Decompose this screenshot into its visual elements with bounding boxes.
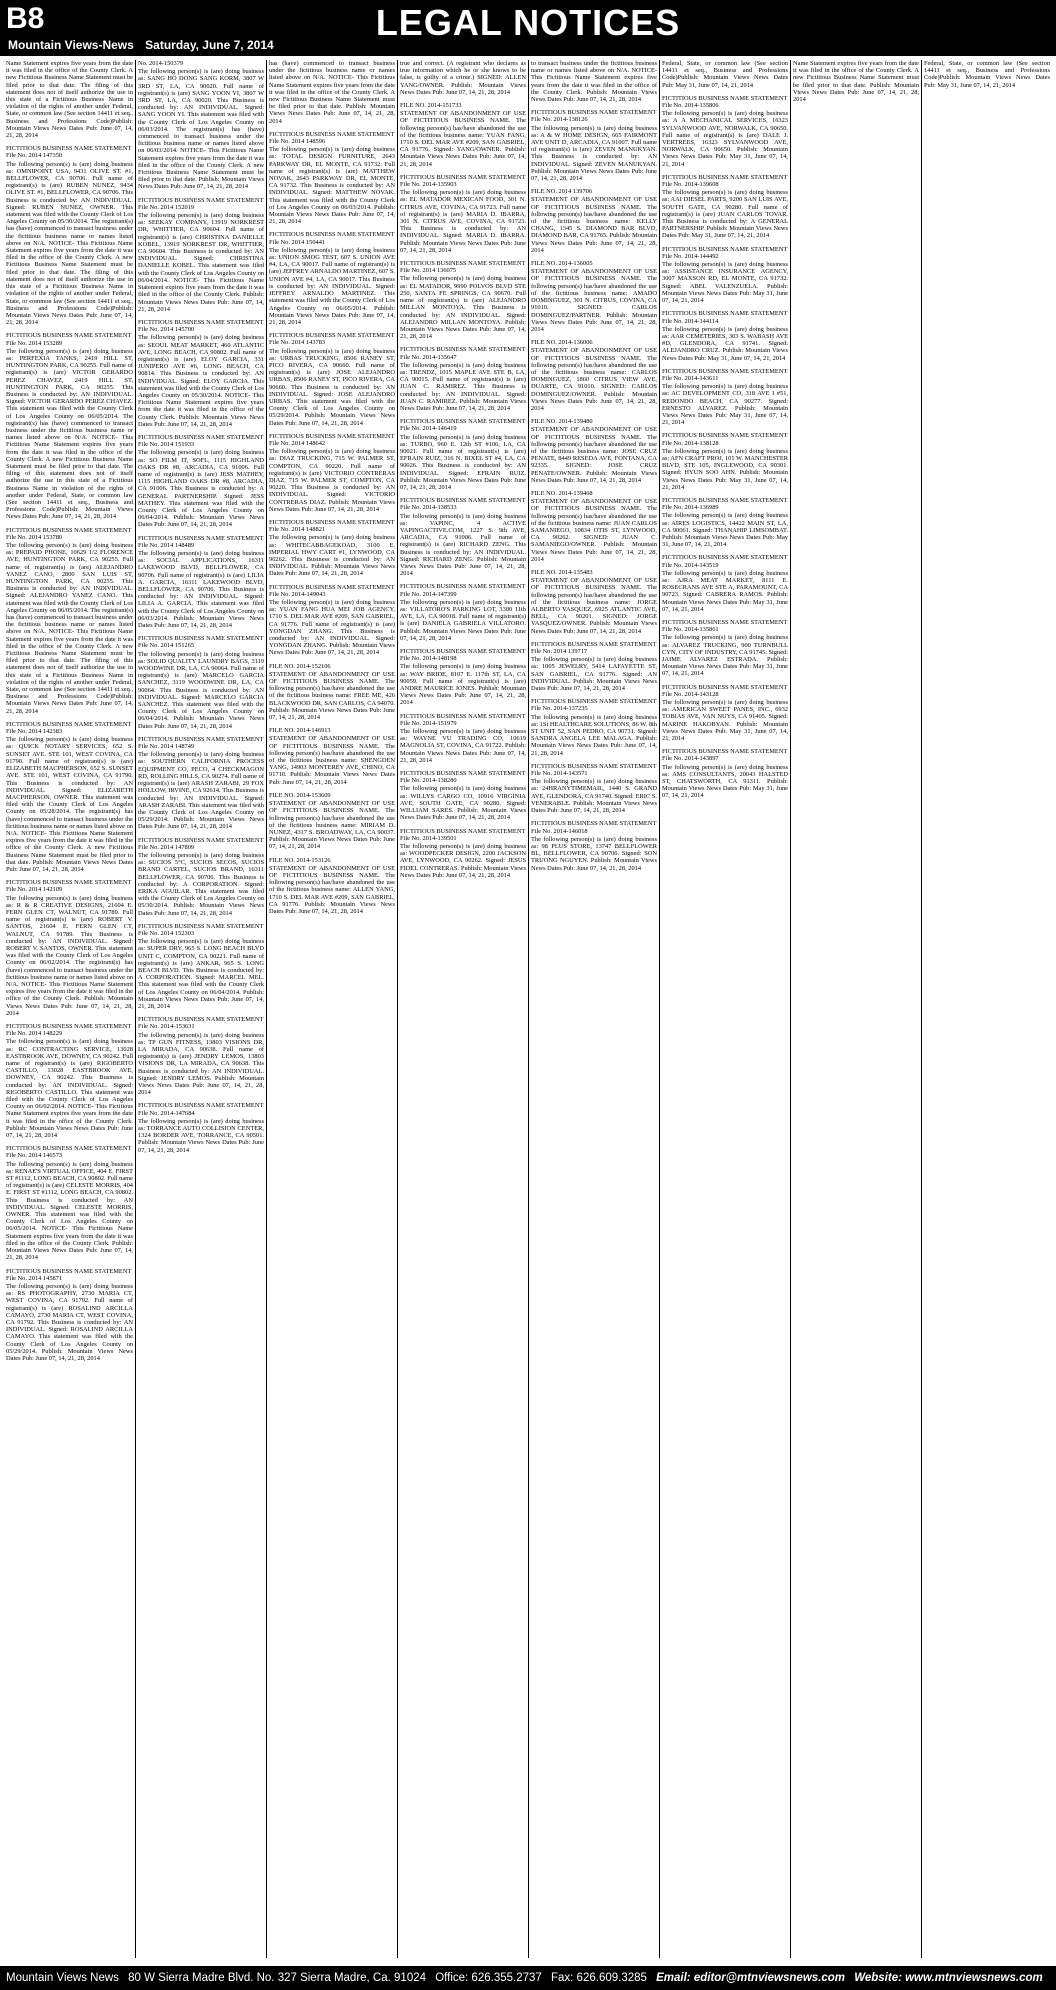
- notice-heading: FICTITIOUS BUSINESS NAME STATEMENT File No. 2014-138126: [531, 109, 657, 124]
- legal-notice: [400, 60, 526, 96]
- notice-heading: FICTITIOUS BUSINESS NAME STATEMENT File No. 2014 146573: [6, 1145, 132, 1160]
- legal-notice: [269, 60, 395, 125]
- legal-notice: [662, 432, 788, 491]
- notice-heading: FICTITIOUS BUSINESS NAME STATEMENT File No. 2014-147399: [400, 583, 526, 598]
- legal-notice: [531, 260, 657, 333]
- notice-heading: FICTITIOUS BUSINESS NAME STATEMENT File No. 2014 143783: [269, 332, 395, 347]
- notice-body: The following person(s) is (are) doing business as: WILLYS CARGO CO, 10916 VIRGINIA AVE, SOUTH GATE, CA 90280. Signed: WILLIAM SARES. Publish: Mountain Views News Dates Pub: June 07, 14, 21, 28, 2014: [400, 785, 526, 822]
- legal-notice: [138, 635, 264, 730]
- notice-body: The following person(s) is (are) doing business as: OMNIPOINT USA, 9431 OLIVE ST. #1, BELLFLOWER, CA 90706. Full name of registrant(s) is (are) RUBEN NUNEZ, 9434 OLIVE ST. #1, BELLFLOWER, CA 90706. This Business is conducted by: AN INDIVIDUAL. Signed: RUBEN NUNEZ, OWNER. This statement was filed with the County Clerk of Los Angeles County on 05/30/2014. The registrant(s) has (have) commenced to transact business under the fictitious business name or names listed above on N/A. NOTICE- This Fictitious Name Statement expires five years from the date it was filed in the office of the County Clerk. A new Fictitious Business Name Statement must be filed prior to that date. The filing of this statement does not of itself authorize the use in this state of a Fictitious Business Name in violation of the rights of another under Federal, State, or common law (See section 14411 et seq., Business and Professions Code)Publish: Mountain Views News Dates Pub: June 07, 14, 21, 28, 2014: [6, 160, 133, 327]
- notice-heading: FICTITIOUS BUSINESS NAME STATEMENT File No. 2014-135647: [400, 346, 526, 361]
- notice-body: The following person(s) is (are) doing business as: AMERICAN SWEET PANES, INC., 6932 TOBIAS AVE, VAN NUYS, CA 91405. Signed: MARINE HAKOBYAN. Publish: Mountain Views News Dates Pub: May 31, June 07, 14, 21, 2014: [662, 699, 788, 743]
- notice-body: The following person(s) is (are) doing business as: SOLID QUALITY LAUNDRY BAGS, 3119 WOODWINE DR, LA, CA 90064. Full name of registrant(s) is (are) MARCELO GARCIA SANCHEZ, 3119 WOODWINE DR, LA, CA 90064. This Business is conducted by: AN INDIVIDUAL. Signed: MARCELO GARCIA SANCHEZ. This statement was filed with the County Clerk of Los Angeles County on 06/04/2014. Publish: Mountain Views News Dates Pub: June 07, 14, 21, 28, 2014: [138, 650, 264, 730]
- legal-notice: [269, 663, 395, 722]
- notice-body: The following person(s) is (are) doing business as: VAPINC, 4 ACTIVE VAPINGACTIVE.COM, 1227 S. 9th AVE, ARCADIA, CA 91006. Full name of registrant(s) is (are) RICHARD ZENG. This Business is conducted by: AN INDIVIDUAL. Signed: RICHARD ZENG. Publish: Mountain Views News Dates Pub: June 07, 14, 21, 28, 2014: [400, 512, 526, 578]
- legal-notice: [531, 698, 657, 757]
- legal-notice: [400, 174, 526, 254]
- notice-heading: FILE NO. 2014-136005: [531, 260, 593, 268]
- legal-notice: [400, 648, 526, 707]
- notice-heading: FICTITIOUS BUSINESS NAME STATEMENT File No. 2014 145700: [138, 318, 264, 334]
- notice-heading: FICTITIOUS BUSINESS NAME STATEMENT File No. 2014-143897: [662, 748, 788, 763]
- notice-heading: FICTITIOUS BUSINESS NAME STATEMENT File No. 2014-144114: [662, 310, 788, 325]
- notice-heading: FICTITIOUS BUSINESS NAME STATEMENT File No. 2014 148642: [269, 432, 395, 447]
- notice-body: The following person(s) is (are) doing business as: RC CONTRACTING SERVICE, 13028 EASTBROOK AVE, DOWNEY, CA 90242. Full name of registrant(s) is (are) RIGOBERTO CASTILLO, 13028 EASTBROOK AVE, DOWNEY, CA 90242. This Business is conducted by: AN INDIVIDUAL. Signed: RIGOBERTO CASTILLO. This statement was filed with the County Clerk of Los Angeles County on 06/02/2014. NOTICE- This Fictitious Name Statement expires five years from the date it was filed in the office of the County Clerk. Publish: Mountain Views News Dates Pub: June 07, 14, 21, 28, 2014: [6, 1038, 133, 1140]
- notice-body: STATEMENT OF ABANDONMENT OF USE OF FICTITIOUS BUSINESS NAME. The following person(s) has/have abandoned the use of the fictitious business name: ALLEN YANG, 1710 S. DEL MAR AVE #209, SAN GABRIEL, CA 91776. Publish: Mountain Views News Dates Pub: June 07, 14, 21, 28, 2014: [269, 864, 395, 915]
- legal-notice: [662, 310, 788, 361]
- legal-notice: [531, 339, 657, 412]
- notice-body: The following person(s) is (are) doing business as: RS PHOTOGRAPHY, 2730 MARIA CT, WEST COVINA, CA 91792. Full name of registrant(s) is (are) ROSALIND ARCILLA CAMAYO, 2730 MARIA CT, WEST COVINA, CA 91792. This Business is conducted by: AN INDIVIDUAL. Signed: ROSALIND ARCILLA CAMAYO. This statement was filed with the County Clerk of Los Angeles County on 05/29/2014. Publish: Mountain Views News Dates Pub: June 07, 14, 21, 28, 2014: [6, 1282, 133, 1362]
- notice-column: [921, 60, 1052, 1958]
- notice-body: The following person(s) is (are) doing business as: A A MECHANICAL SERVICES, 16323 SYLVANWOOD AVE, NORWALK, CA 90650. Full name of registrant(s) is (are) DALE J. VERTREES, 16323 SYLVANWOOD AVE, NORWALK, CA 90650. Publish: Mountain Views News Dates Pub: May 31, June 07, 14, 21, 2014: [662, 110, 788, 168]
- legal-notice: [269, 131, 395, 226]
- notice-body: STATEMENT OF ABANDONMENT OF USE OF FICTITIOUS BUSINESS NAME. The following person(s) has/have abandoned the use of the fictitious business name: JORGE ALBERTO VASQUEZ, 6925 ATLANTIC AVE, BELL, CA 90201. SIGNED: JORGE VASQUEZ/OWNER. Publish: Mountain Views News Dates Pub: June 07, 14, 21, 28, 2014: [531, 577, 657, 635]
- notice-body: The following person(s) is (are) doing business as: DIAZ TRUCKING, 715 W. PALMER ST, COMPTON, CA 90220. Full name of registrant(s) is (are) VICTORIO CONTRERAS DIAZ, 715 W. PALMER ST, COMPTON, CA 90220. This Business is conducted by: AN INDIVIDUAL. Signed: VICTORIO CONTRERAS DIAZ. Publish: Mountain Views News Dates Pub: June 07, 14, 21, 28, 2014: [269, 448, 395, 513]
- notice-body: The following person(s) is (are) doing business as: AAR CEMETERIES, 303 S. WABASH AVE #D, GLENDORA, CA 91741. Signed: ALEJANDRO CRUZ. Publish: Mountain Views News Dates Pub: May 31, June 07, 14, 21, 2014: [662, 325, 788, 362]
- legal-notice: [400, 828, 526, 879]
- legal-notice: [531, 490, 657, 563]
- notice-body: Federal, State, or common law (See section 14411 et seq., Business and Professions Code)Publish: Mountain Views News Dates Pub: May 31, June 07, 14, 21, 2014: [662, 60, 788, 89]
- legal-notice: [531, 60, 657, 103]
- notice-body: The following person(s) is (are) doing business as: WAYNE VU TRADING CO, 10619 MAGNOLIA ST, COVINA, CA 91722. Publish: Mountain Views News Dates Pub: June 07, 14, 21, 28, 2014: [400, 728, 526, 764]
- notice-heading: FILE NO. 2014-146913: [269, 727, 331, 735]
- legal-notice: [6, 145, 133, 326]
- notice-heading: FICTITIOUS BUSINESS NAME STATEMENT File No. 2014-147684: [138, 1102, 264, 1117]
- notice-body: The following person(s) is (are) doing business as: 1St HEALTHCARE SOLUTIONS, 86 W. 8th ST UNIT 52, SAN PEDRO, CA 90731. Signed: SANDRA ANGELA LEE MALAGA. Publish: Mountain Views News Dates Pub: June 07, 14, 21, 28, 2014: [531, 713, 657, 757]
- notice-heading: FICTITIOUS BUSINESS NAME STATEMENT File No. 2014-151979: [400, 712, 526, 727]
- notice-heading: FICTITIOUS BUSINESS NAME STATEMENT File No. 2014-135861: [662, 619, 788, 634]
- legal-notice: [531, 418, 657, 484]
- legal-notice: [662, 497, 788, 548]
- notice-heading: FICTITIOUS BUSINESS NAME STATEMENT File No. 2014-135903: [400, 173, 526, 189]
- notice-body: The following person(s) is (are) doing business as: URBAS TRUCKING, 8506 RANEY ST, PICO RIVERA, CA 90660. Full name of registrant(s) is (are) JOSE ALEJANDRO URBAS, 8506 RANEY ST, PICO RIVERA, CA 90660. This Business is conducted by: AN INDIVIDUAL. Signed: JOSE ALEJANDRO URBAS. This statement was filed with the County Clerk of Los Angeles County on 05/29/2014. Publish: Mountain Views News Dates Pub: June 07, 14, 21, 28, 2014: [269, 347, 395, 427]
- notice-body: The following person(s) is (are) doing business as: SEEKAY COMPANY, 13919 NORKREST DR, WHITTIER, CA 90604. Full name of registrant(s) is (are) CHRISTINA DANIELLE KOBEL, 13919 NORKREST DR, WHITTIER, CA 90604. This Business is conducted by: AN INDIVIDUAL. Signed: CHRISTINA DANIELLE KOBEL. This statement was filed with the County Clerk of Los Angeles County on 06/04/2014. NOTICE- This Fictitious Name Statement expires five years from the date it was filed in the office of the County Clerk. Publish: Mountain Views News Dates Pub: June 07, 14, 21, 28, 2014: [138, 212, 264, 313]
- legal-notice: [662, 174, 788, 240]
- notice-body: STATEMENT OF ABANDONMENT OF USE OF FICTITIOUS BUSINESS NAME. The following person(s) has/have abandoned the use of the fictitious business name: CARLOS DOMINGUEZ, 1860 CITRUS VIEW AVE, DUARTE, CA 91010. SIGNED: CARLOS DOMINGUEZ/OWNER. Publish: Mountain Views News Dates Pub: June 07, 14, 21, 28, 2014: [531, 347, 657, 412]
- legal-notice: [269, 433, 395, 513]
- footer-address: 80 W Sierra Madre Blvd. No. 327 Sierra Madre, Ca. 91024: [128, 1972, 427, 1984]
- notice-heading: FICTITIOUS BUSINESS NAME STATEMENT File No. 2014 147350: [6, 145, 132, 160]
- notice-body: STATEMENT OF ABANDONMENT OF USE OF FICTITIOUS BUSINESS NAME. The following person(s) has/have abandoned the use of the fictitious business name: YUAN FANG, 1710 S. DEL MAR AVE #209, SAN GABRIEL, CA 91776. Signed: YANG/OWNER. Publish: Mountain Views News Dates Pub: June 07, 14, 21, 28, 2014: [400, 110, 526, 168]
- notice-heading: FICTITIOUS BUSINESS NAME STATEMENT File No. 2014-143128: [662, 683, 788, 698]
- legal-notice: [662, 60, 788, 89]
- notice-body: STATEMENT OF ABANDONMENT OF USE OF FICTITIOUS BUSINESS NAME. The following person(s) has/have abandoned the use of the fictitious business name: JUAN CARLOS SAMANIEGO, 10834 OTIS ST, LYNWOOD, CA 90262. SIGNED: JUAN C. SAMANIEGO/OWNER. Publish: Mountain Views News Dates Pub: June 07, 14, 21, 28, 2014: [531, 498, 657, 563]
- notice-column: [528, 60, 659, 1958]
- notice-heading: FICTITIOUS BUSINESS NAME STATEMENT File No. 2014 151933: [138, 433, 264, 449]
- notice-body: STATEMENT OF ABANDONMENT OF USE OF FICTITIOUS BUSINESS NAME. The following person(s) has/have abandoned the use of the fictitious business name: FREE ME, 426 BLACKWOOD DR, SAN CARLOS, CA 94070. Publish: Mountain Views News Dates Pub: June 07, 14, 21, 28, 2014: [269, 670, 395, 722]
- notice-heading: FICTITIOUS BUSINESS NAME STATEMENT File No. 2014 139717: [531, 640, 657, 656]
- legal-notice: [269, 332, 395, 427]
- notice-body: The following person(s) is (are) doing business as: TURBO, 960 E. 12th ST #106, LA, CA 90021. Full name of registrant(s) is (are) EFRAIN RUIZ, 316 N. BIXEL ST #4, LA, CA 90026. This Business is conducted by: AN INDIVIDUAL. Signed: EFRAIN RUIZ. Publish: Mountain Views News Dates Pub: June 07, 14, 21, 28, 2014: [400, 433, 526, 491]
- notice-body: The following person(s) is (are) doing business as: PERFEXIA TANKS, 2419 HILL ST, HUNTINGTON PARK, CA 90255. Full name of registrant(s) is (are) VICTOR GERARDO PEREZ CHAVEZ, 2419 HILL ST, HUNTINGTON PARK, CA 90255. This Business is conducted by: AN INDIVIDUAL. Signed: VICTOR GERARDO PEREZ CHAVEZ. This statement was filed with the County Clerk of Los Angeles County on 06/05/2014. The registrant(s) has (have) commenced to transact business under the fictitious business name or names listed above on N/A. NOTICE- This Fictitious Name Statement expires five years from the date it was filed in the office of the County Clerk. A new Fictitious Business Name Statement must be filed prior to that date. The filing of this statement does not of itself authorize the use in this state of a Fictitious Business Name in violation of the rights of another under Federal, State, or common law (See section 14411 et seq., Business and Professions Code)Publish: Mountain Views News Dates Pub: June 07, 14, 21, 28, 2014: [6, 347, 133, 521]
- notice-heading: FICTITIOUS BUSINESS NAME STATEMENT File No. 2014-136989: [662, 496, 788, 512]
- legal-notice: [6, 1023, 133, 1139]
- notice-body: has (have) commenced to transact business under the fictitious business name or names listed above on N/A. NOTICE- This Fictitious Name Statement expires five years from the date it was filed in the office of the County Clerk. A new Fictitious Business Name Statement must be filed prior to that date. Publish: Mountain Views News Dates Pub: June 07, 14, 21, 28, 2014: [269, 60, 395, 125]
- notice-body: The following person(s) is (are) doing business as: SEOUL MEAT MARKET, 460 ATLANTIC AVE, LONG BEACH, CA 90802. Full name of registrant(s) is (are) ELOY GARCIA, 331 JUNIPERO AVE #6, LONG BEACH, CA 90814. This Business is conducted by: AN INDIVIDUAL. Signed: ELOY GARCIA. This statement was filed with the County Clerk of Los Angeles County on 05/30/2014. NOTICE- This Fictitious Name Statement expires five years from the date it was filed in the office of the County Clerk. Publish: Mountain Views News Dates Pub: June 07, 14, 21, 28, 2014: [138, 334, 265, 428]
- notice-heading: FICTITIOUS BUSINESS NAME STATEMENT File No. 2014-138533: [400, 497, 526, 512]
- legal-notice: [531, 763, 657, 814]
- notice-heading: FILE NO. 2014-135483: [531, 569, 593, 576]
- notice-body: The following person(s) is (are) doing business as: 1005 JEWELRY, 5414 LAFAYETTE ST, SAN GABRIEL, CA 91776. Signed: AN INDIVIDUAL. Publish: Mountain Views News Dates Pub: June 07, 14, 21, 28, 2014: [531, 656, 657, 693]
- legal-notice: [531, 188, 657, 254]
- publication-name: Mountain Views-News: [8, 38, 134, 52]
- legal-notice: [138, 837, 264, 917]
- notice-body: to transact business under the fictitious business name or names listed above on N/A. NOTICE- This Fictitious Name Statement expires five years from the date it was filed in the office of the County Clerk. Publish: Mountain Views News Dates Pub: June 07, 14, 21, 28, 2014: [531, 60, 657, 104]
- legal-notice: [531, 569, 657, 635]
- legal-notice: [6, 527, 133, 715]
- legal-notice: [269, 519, 395, 578]
- notice-body: STATEMENT OF ABANDONMENT OF USE OF FICTITIOUS BUSINESS NAME. The following person(s) has/have abandoned the use of the fictitious business name: KELLY CHANG, 1345 S. DIAMOND BAR BLVD, DIAMOND BAR, CA 91765. Publish: Mountain Views News Dates Pub: June 07, 14, 21, 28, 2014: [531, 196, 657, 254]
- notice-heading: FICTITIOUS BUSINESS NAME STATEMENT File No. 2014 153289: [6, 332, 132, 347]
- notice-heading: No. 2014-150379: [138, 60, 184, 67]
- legal-notice: [662, 684, 788, 743]
- notice-body: The following person(s) is (are) doing business as: ALVAREZ TRUCKING, 900 TURNBULL CYN, CITY OF INDUSTRY, CA 91745. Signed: JAIME ALVAREZ ESTRADA. Publish: Mountain Views News Dates Pub: May 31, June 07, 14, 21, 2014: [662, 634, 788, 678]
- notice-body: The following person(s) is (are) doing business as: EL MATADOR MEXICAN FOOD, 301 N. CITRUS AVE, COVINA, CA 91723. Full name of registrant(s) is (are) MARIA D. IBARRA, 301 N. CITRUS AVE, COVINA, CA 91723. This Business is conducted by: AN INDIVIDUAL. Signed: MARIA D. IBARRA. Publish: Mountain Views News Dates Pub: June 07, 14, 21, 28, 2014: [400, 189, 526, 254]
- notice-body: The following person(s) is (are) doing business as: TOTAL DESIGN FURNITURE, 2643 PARKWAY DR, EL MONTE, CA 91732. Full name of registrant(s) is (are) MATTHEW NOVAK, 2643 PARKWAY DR, EL MONTE, CA 91732. This Business is conducted by: AN INDIVIDUAL. Signed: MATTHEW NOVAK. This statement was filed with the County Clerk of Los Angeles County on 06/03/2014. Publish: Mountain Views News Dates Pub: June 07, 14, 21, 28, 2014: [269, 146, 395, 226]
- notice-heading: FICTITIOUS BUSINESS NAME STATEMENT File No. 2014-138280: [400, 770, 526, 785]
- notice-body: The following person(s) is (are) doing business as: AMS CONSULTANTS, 20043 HALSTED ST, CHATSWORTH, CA 91311. Publish: Mountain Views News Dates Pub: May 31, June 07, 14, 21, 2014: [662, 763, 788, 800]
- legal-notice: [138, 60, 264, 191]
- notice-body: STATEMENT OF ABANDONMENT OF USE OF FICTITIOUS BUSINESS NAME. The following person(s) has/have abandoned the use of the fictitious business name: AMADO DOMINGUEZ, 301 N. CITRUS, COVINA, CA 91010. SIGNED: CARLOS DOMINGUEZ/PARTNER. Publish: Mountain Views News Dates Pub: June 07, 14, 21, 28, 2014: [531, 268, 657, 333]
- notice-heading: FICTITIOUS BUSINESS NAME STATEMENT File No. 2014-149043: [269, 583, 395, 598]
- notice-body: The following person(s) is (are) doing business as: UNION SMOG TEST, 607 S. UNION AVE #4, LA, CA 90017. Full name of registrant(s) is (are) JEFFREY ARNALDO MARTINEZ, 607 S. UNION AVE #4, LA, CA 90017. This Business is conducted by: AN INDIVIDUAL. Signed: JEFFREY ARNALDO MARTINEZ. This statement was filed with the County Clerk of Los Angeles County on 06/05/2014. Publish: Mountain Views News Dates Pub: June 07, 14, 21, 28, 2014: [269, 246, 396, 326]
- notice-heading: FICTITIOUS BUSINESS NAME STATEMENT File No. 2014-135806: [662, 94, 788, 110]
- notice-body: The following person(s) is (are) doing business as: SO FILM IT, SOFL, 1115 HIGHLAND OAKS DR #8, ARCADIA, CA 91006. Full name of registrant(s) is (are) JESS MATHEY, 1115 HIGHLAND OAKS DR #8, ARCADIA, CA 91006. This Business is conducted by: A GENERAL PARTNERSHIP. Signed: JESS MATHEY. This statement was filed with the County Clerk of Los Angeles County on 06/04/2014. Publish: Mountain Views News Dates Pub: June 07, 14, 21, 28, 2014: [138, 449, 264, 529]
- legal-notice: [138, 319, 264, 428]
- notice-body: STATEMENT OF ABANDONMENT OF USE OF FICTITIOUS BUSINESS NAME. The following person(s) has/have abandoned the use of the fictitious business name: JOSE CRUZ PENATE, 8449 RESEDA AVE, FONTANA, CA 92335. SIGNED: JOSE CRUZ PENATE/OWNER. Publish: Mountain Views News Dates Pub: June 07, 14, 21, 28, 2014: [531, 426, 657, 484]
- legal-notice: [662, 95, 788, 168]
- notice-body: The following person(s) is (are) doing business as: SOUTHERN CALIFORNIA PROCESS EQUIPMENT CO, PECO, 4 CHECKMAGON RD, ROLLING HILLS, CA 90274. Full name of registrant(s) is (are) ARASH ZARABI, 29 FOX HOLLOW, IRVINE, CA 92614. This Business is conducted by: AN INDIVIDUAL. Signed: ARASH ZARABI. This statement was filed with the County Clerk of Los Angeles County on 05/29/2014. Publish: Mountain Views News Dates Pub: June 07, 14, 21, 28, 2014: [138, 751, 264, 831]
- legal-notice: [6, 1145, 133, 1261]
- notice-heading: FICTITIOUS BUSINESS NAME STATEMENT File No. 2014 148821: [269, 518, 395, 534]
- footer-email[interactable]: Email: editor@mtnviewsnews.com: [656, 1972, 845, 1984]
- page-number: B8: [6, 2, 45, 35]
- notice-body: Name Statement expires five years from the date it was filed in the office of the County Clerk. A new Fictitious Business Name Statement must be filed prior to that date. Publish: Mountain Views News Dates Pub: June 07, 14, 21, 28, 2014: [793, 60, 919, 104]
- legal-notice: [6, 879, 133, 1017]
- notice-column: [135, 60, 266, 1958]
- legal-notice: [138, 736, 264, 831]
- notice-heading: FILE NO. 2014-153126: [269, 856, 331, 864]
- legal-notice: [6, 332, 133, 520]
- notice-heading: FICTITIOUS BUSINESS NAME STATEMENT File No. 2014 148596: [269, 130, 395, 146]
- issue-date: Saturday, June 7, 2014: [145, 38, 274, 52]
- legal-notice: [400, 260, 526, 340]
- page-footer: [0, 1966, 1056, 1990]
- notice-heading: FICTITIOUS BUSINESS NAME STATEMENT File No. 2014 148749: [138, 735, 264, 751]
- legal-notice: [400, 713, 526, 764]
- notice-heading: FICTITIOUS BUSINESS NAME STATEMENT File No. 2014-139501: [400, 827, 526, 842]
- notice-body: Federal, State, or common law (See section 14411 et seq., Business and Professions Code)Publish: Mountain Views News Dates Pub: May 31, June 07, 14, 21, 2014: [924, 60, 1050, 89]
- legal-notice: [531, 820, 657, 871]
- notice-body: The following person(s) is (are) doing business as: SANG HO DONG SANG KORM, 3807 W 3RD ST, LA, CA 90020. Full name of registrant(s) is (are) SANG YOON YI, 3807 W 3RD ST, LA, CA 90020. This Business is conducted by: AN INDIVIDUAL. Signed: SANG YOON YI. This statement was filed with the County Clerk of Los Angeles County on 06/03/2014. The registrant(s) has (have) commenced to transact business under the fictitious business name or names listed above on 06/03/2014. NOTICE- This Fictitious Name Statement expires five years from the date it was filed in the office of the County Clerk. A new Fictitious Business Name Statement must be filed prior to that date. Publish: Mountain Views News Dates Pub: June 07, 14, 21, 28, 2014: [138, 68, 264, 191]
- notice-heading: FICTITIOUS BUSINESS NAME STATEMENT File No. 2014-138128: [662, 432, 788, 447]
- notice-body: The following person(s) is (are) doing business as: A & W HOME DESIGN, 665 FAIRMONT AVE UNIT D, ARCADIA, CA 91007. Full name of registrant(s) is (are) ZEVEN MANUKYAN. This Business is conducted by: AN INDIVIDUAL. Signed: ZEVEN MANUKYAN. Publish: Mountain Views News Dates Pub: June 07, 14, 21, 28, 2014: [531, 124, 657, 183]
- notice-heading: FILE NO. 2014-151733: [400, 102, 462, 110]
- notice-heading: FILE NO. 2014-139480: [531, 418, 593, 426]
- notice-heading: FICTITIOUS BUSINESS NAME STATEMENT File No. 2014 142109: [6, 879, 132, 894]
- notice-body: The following person(s) is (are) doing business as: AC DEVELOPMENT CO, 318 AVE I #51, REDONDO BEACH, CA 90277. Signed: ERNESTO ALVAREZ. Publish: Mountain Views News Dates Pub: May 31, June 07, 14, 21, 2014: [662, 383, 788, 427]
- notice-column: [4, 60, 135, 1958]
- section-title: LEGAL NOTICES: [375, 2, 681, 43]
- legal-notice: [6, 721, 133, 873]
- legal-notice: [400, 770, 526, 821]
- legal-notice: [400, 497, 526, 577]
- notice-columns: [4, 60, 1052, 1958]
- notice-body: true and correct. (A registrant who declares as true information which he or she knows to be false, is guilty of a crime.) SIGNED: ALLEN YANG/OWNER. Publish: Mountain Views News Dates Pub: June 07, 14, 21, 28, 2014: [400, 60, 526, 96]
- notice-heading: FICTITIOUS BUSINESS NAME STATEMENT File No. 2014 151265: [138, 635, 264, 650]
- legal-notice: [662, 246, 788, 305]
- notice-column: [790, 60, 921, 1958]
- notice-heading: FILE NO. 2014-139468: [531, 489, 593, 497]
- legal-notice: [400, 102, 526, 168]
- footer-publication: Mountain Views News: [6, 1972, 119, 1984]
- footer-fax: Fax: 626.609.3285: [551, 1972, 647, 1984]
- header-subbar: [0, 38, 1056, 56]
- notice-heading: FILE NO. 2014-136006: [531, 339, 593, 347]
- legal-notice: [138, 923, 264, 1010]
- notice-heading: FICTITIOUS BUSINESS NAME STATEMENT File No. 2014-143611: [662, 367, 788, 382]
- notice-body: The following person(s) is (are) doing business as: TP GUN FITNESS, 13803 VISIONS DR, LA MIRADA, CA 90638. Full name of registrant(s) is (are) JENDRY LEMOS, 13803 VISIONS DR, LA MIRADA, CA 90638. This Business is conducted by: AN INDIVIDUAL. Signed: JENDRY LEMOS. Publish: Mountain Views News Dates Pub: June 07, 14, 21, 28, 2014: [138, 1031, 264, 1097]
- legal-notice: [269, 792, 395, 851]
- notice-heading: FICTITIOUS BUSINESS NAME STATEMENT File No. 2014 152019: [138, 196, 264, 211]
- notice-body: The following person(s) is (are) doing business as: R & R CREATIVE DESIGNS, 21604 E. FERN GLEN CT, WALNUT, CA 91789. Full name of registrant(s) is (are) ROBERT V. SANTOS, 21604 E. FERN GLEN CT, WALNUT, CA 91789. This Business is conducted by: AN INDIVIDUAL. Signed: ROBERT V. SANTOS, OWNER. This statement was filed with the County Clerk of Los Angeles County on 06/02/2014. The registrant(s) has (have) commenced to transact business under the fictitious business name or names listed above on N/A. NOTICE- This Fictitious Name Statement expires five years from the date it was filed in the office of the County Clerk. Publish: Mountain Views News Dates Pub: June 07, 14, 21, 28, 2014: [6, 894, 133, 1017]
- notice-heading: FICTITIOUS BUSINESS NAME STATEMENT File No. 2014-143519: [662, 554, 788, 569]
- notice-heading: FICTITIOUS BUSINESS NAME STATEMENT File No. 2014-137235: [531, 698, 657, 713]
- legal-notice: [662, 368, 788, 427]
- notice-heading: FICTITIOUS BUSINESS NAME STATEMENT File No. 2014-144492: [662, 245, 788, 260]
- notice-body: The following person(s) is (are) doing business as: WOODPECKER DESIGN, 2200 JACKSON AVE, LYNWOOD, CA 90262. Signed: JESUS FIDEL CONTRERAS. Publish: Mountain Views News Dates Pub: June 07, 14, 21, 28, 2014: [400, 842, 526, 879]
- notice-heading: FICTITIOUS BUSINESS NAME STATEMENT File No. 2014 142383: [6, 720, 132, 736]
- notice-body: The following person(s) is (are) doing business as: AJRA MEAT MARKET, 8111 E. ROSECRANS AVE STE A, PARAMOUNT, CA 90723. Signed: CABRERA RAMOS. Publish: Mountain Views News Dates Pub: May 31, June 07, 14, 21, 2014: [662, 569, 788, 613]
- legal-notice: [662, 748, 788, 799]
- legal-notice: [662, 554, 788, 613]
- notice-body: The following person(s) is (are) doing business as: 24HRANYTIMEMAIL, 1440 S. GRAND AVE, GLENDORA, CA 91740. Signed: ERIC S. VENERABLE. Publish: Mountain Views News Dates Pub: June 07, 14, 21, 28, 2014: [531, 778, 657, 815]
- notice-heading: FILE NO. 2014-152106: [269, 662, 331, 670]
- legal-notice: [400, 418, 526, 491]
- page-header: [0, 0, 1056, 56]
- notice-heading: FICTITIOUS BUSINESS NAME STATEMENT File No. 2014 147809: [138, 836, 264, 851]
- notice-body: The following person(s) is (are) doing business as: 98 PLUS STORE, 13747 BELLFLOWER BL, BELLFLOWER, CA 90706. Signed: SON TRUONG NGUYEN. Publish: Mountain Views News Dates Pub: June 07, 14, 21, 28, 2014: [531, 835, 657, 872]
- notice-heading: FICTITIOUS BUSINESS NAME STATEMENT File No. 2014-148198: [400, 648, 526, 663]
- legal-notice: [269, 857, 395, 916]
- notice-body: STATEMENT OF ABANDONMENT OF USE OF FICTITIOUS BUSINESS NAME. The following person(s) has/have abandoned the use of the fictitious business name: MIRIAM D. NUNEZ, 4317 S. BROADWAY, LA, CA 90037. Publish: Mountain Views News Dates Pub: June 07, 14, 21, 28, 2014: [269, 800, 395, 851]
- notice-body: The following person(s) is (are) doing business as: SUCIOS 5°C, SUCIOS SECOS, SUCIOS BRAND CARTEL, SUCIOS BRAND, 16311 BELLFLOWER, CA 90706. This Business is conducted by: A CORPORATION. Signed: ERIKA AGUILAR. This statement was filed with the County Clerk of Los Angeles County on 05/30/2014. Publish: Mountain Views News Dates Pub: June 07, 14, 21, 28, 2014: [138, 851, 264, 917]
- footer-office: Office: 626.355.2737: [435, 1972, 542, 1984]
- notice-body: The following person(s) is (are) doing business as: SOCIAL APPLICATIONS, 16311 LAKEWOOD BLVD, BELLFLOWER, CA 90706. Full name of registrant(s) is (are) LILIA A. GARCIA, 16311 LAKEWOOD BLVD, BELLFLOWER, CA 90706. This Business is conducted by: AN INDIVIDUAL. Signed: LILIA A. GARCIA. This statement was filed with the County Clerk of Los Angeles County on 06/03/2014. Publish: Mountain Views News Dates Pub: June 07, 14, 21, 28, 2014: [138, 550, 264, 630]
- legal-notice: [400, 583, 526, 642]
- notice-column: [659, 60, 790, 1958]
- notice-body: The following person(s) is (are) doing business as: EL MATADOR, 9990 POLVOS BLVD STE 250, SANTA FE SPRINGS, CA 90670. Full name of registrant(s) is (are) ALEJANDRO MILLAN MONTOYA. This Business is conducted by: AN INDIVIDUAL. Signed: ALEJANDRO MILLAN MONTOYA. Publish: Mountain Views News Dates Pub: June 07, 14, 21, 28, 2014: [400, 275, 526, 341]
- legal-notice: [924, 60, 1050, 89]
- notice-column: [397, 60, 528, 1958]
- notice-body: The following person(s) is (are) doing business as: TORRANCE AUTO COLLISION CENTER, 1324 BORDER AVE, TORRANCE, CA 90501. Publish: Mountain Views News Dates Pub: June 07, 14, 21, 28, 2014: [138, 1117, 264, 1154]
- legal-notice: [269, 584, 395, 657]
- notice-heading: FICTITIOUS BUSINESS NAME STATEMENT File No. 2014-153631: [138, 1016, 264, 1031]
- notice-body: The following person(s) is (are) doing business as: RENAE'S VIRTUAL OFFICE, 404 E. FIRST ST #1112, LONG BEACH, CA 90802. Full name of registrant(s) is (are) CELESTE MORRIS, 404 E. FIRST ST #1112, LONG BEACH, CA 90802. This Business is conducted by: AN INDIVIDUAL. Signed: CELESTE MORRIS, OWNER. This statement was filed with the County Clerk of Los Angeles County on 06/05/2014. NOTICE- This Fictitious Name Statement expires five years from the date it was filed in the office of the County Clerk. Publish: Mountain Views News Dates Pub: June 07, 14, 21, 28, 2014: [6, 1160, 133, 1262]
- notice-body: The following person(s) is (are) doing business as: AAI DIESEL PARTS, 9200 SAN LUIS AVE, SOUTH GATE, CA 90280. Full name of registrant(s) is (are) JUAN CARLOS TOVAR. This Business is conducted by: A GENERAL PARTNERSHIP. Publish: Mountain Views News Dates Pub: May 31, June 07, 14, 21, 2014: [662, 189, 788, 240]
- legal-notice: [138, 1102, 264, 1153]
- legal-notice: [269, 231, 395, 326]
- notice-heading: FICTITIOUS BUSINESS NAME STATEMENT File No. 2014-146419: [400, 418, 526, 433]
- legal-notice: [531, 641, 657, 692]
- notice-body: Name Statement expires five years from the date it was filed in the office of the County Clerk. A new Fictitious Business Name Statement must be filed prior to that date. The filing of this statement does not of itself authorize the use in this state of a Fictitious Business Name in violation of the rights of another under Federal, State, or common law (See section 14411 et seq., Business and Professions Code)Publish: Mountain Views News Dates Pub: June 07, 14, 21, 28, 2014: [6, 60, 133, 140]
- notice-heading: FICTITIOUS BUSINESS NAME STATEMENT File No. 2014 150441: [269, 231, 395, 246]
- legal-notice: [662, 619, 788, 678]
- notice-body: The following person(s) is (are) doing business as: AIRES LOGISTICS, 14422 MAIN ST, LA, CA 90061. Signed: THANAHIP LIMSOMBAT. Publish: Mountain Views News Dates Pub: May 31, June 07, 14, 21, 2014: [662, 512, 788, 549]
- notice-body: The following person(s) is (are) doing business as: SUPER DRY, 965 S. LONG BEACH BLVD UNIT C, COMPTON, CA 90221. Full name of registrant(s) is (are) ANKAR, 965 S. LONG BEACH BLVD. This Business is conducted by: A CORPORATION. Signed: MARCEL MEL. This statement was filed with the County Clerk of Los Angeles County on 06/04/2014. Publish: Mountain Views News Dates Pub: June 07, 14, 21, 28, 2014: [138, 938, 264, 1010]
- notice-heading: FILE NO. 2014-153609: [269, 791, 331, 799]
- notice-body: The following person(s) is (are) doing business as: VILLATORO'S PARKING LOT, 3300 11th AVE, LA, CA 90018. Full name of registrant(s) is (are) DANIELA GABRIELA VILLATORO. Publish: Mountain Views News Dates Pub: June 07, 14, 21, 28, 2014: [400, 598, 526, 642]
- notice-body: STATEMENT OF ABANDONMENT OF USE OF FICTITIOUS BUSINESS NAME. The following person(s) has/have abandoned the use of the fictitious business name: SHENGDEN YANG, 14903 MONTEREY AVE, CHINO, CA 91710. Publish: Mountain Views News Dates Pub: June 07, 14, 21, 28, 2014: [269, 735, 395, 786]
- notice-body: The following person(s) is (are) doing business as: YUAN FANG HUA MEI JOB AGENCY, 1710 S. DEL MAR AVE #209, SAN GABRIEL, CA 91776. Full name of registrant(s) is (are) YONGDAN ZHANG. This Business is conducted by: AN INDIVIDUAL. Signed: YONGDAN ZHANG. Publish: Mountain Views News Dates Pub: June 07, 14, 21, 28, 2014: [269, 599, 395, 657]
- legal-notice: [138, 434, 264, 529]
- notice-body: The following person(s) is (are) doing business as: WHITECABBAGEKOAD, 3100 E. IMPERIAL HWY CART #1, LYNWOOD, CA 90262. This Business is conducted by: AN INDIVIDUAL. Publish: Mountain Views News Dates Pub: June 07, 14, 21, 28, 2014: [269, 534, 395, 578]
- notice-heading: FICTITIOUS BUSINESS NAME STATEMENT File No. 2014-139608: [662, 173, 788, 189]
- legal-notice: [6, 60, 133, 139]
- notice-heading: FICTITIOUS BUSINESS NAME STATEMENT File No. 2014-143571: [531, 762, 657, 778]
- notice-body: The following person(s) is (are) doing business as: AFN CRAFT PROJ, 101 W. MANCHESTER BLVD, STE 105, INGLEWOOD, CA 90301. Signed: HYUN SOO AHN. Publish: Mountain Views News Dates Pub: May 31, June 07, 14, 21, 2014: [662, 447, 788, 491]
- notice-heading: FICTITIOUS BUSINESS NAME STATEMENT File No. 2014 136075: [400, 260, 526, 275]
- notice-heading: FICTITIOUS BUSINESS NAME STATEMENT File No. 2014 145871: [6, 1267, 132, 1282]
- legal-notice: [138, 197, 264, 313]
- notice-body: The following person(s) is (are) doing business as: ASSISTANCE INSURANCE AGENCY, 3007 MAXSON RD, EL MONTE, CA 91732. Signed: ABEL VALENZUELA. Publish: Mountain Views News Dates Pub: May 31, June 07, 14, 21, 2014: [662, 261, 788, 305]
- notice-body: The following person(s) is (are) doing business as: PREPAID PHONE, 10629 1/2 FLORENCE AVE, HUNTINGTON PARK, CA 90255. Full name of registrant(s) is (are) ALEJANDRO YANEZ CANO, 2800 SAN LUIS ST, HUNTINGTON PARK, CA 90255. This Business is conducted by: AN INDIVIDUAL. Signed: ALEJANDRO YANEZ CANO. This statement was filed with the County Clerk of Los Angeles County on 06/05/2014. The registrant(s) has (have) commenced to transact business under the fictitious business name or names listed above on N/A. NOTICE- This Fictitious Name Statement expires five years from the date it was filed in the office of the County Clerk. A new Fictitious Business Name Statement must be filed prior to that date. The filing of this statement does not of itself authorize the use in this state of a Fictitious Business Name in violation of the rights of another under Federal, State, or common law (See section 14411 et seq., Business and Professions Code)Publish: Mountain Views News Dates Pub: June 07, 14, 21, 28, 2014: [6, 542, 133, 715]
- notice-heading: FICTITIOUS BUSINESS NAME STATEMENT File No. 2014 148229: [6, 1023, 132, 1038]
- notice-body: The following person(s) is (are) doing business as: WAY BRIDE, 8107 E. 117th ST, LA, CA 90059. Full name of registrant(s) is (are) ANDRE MAURICE JONES. Publish: Mountain Views News Dates Pub: June 07, 14, 21, 28, 2014: [400, 663, 526, 707]
- notice-body: The following person(s) is (are) doing business as: QUICK NOTARY SERVICES, 652 S. SUNSET AVE. STE 101, WEST COVINA, CA 91790. Full name of registrant(s) is (are) ELIZABETH MACPHERSON, 652 S. SUNSET AVE. STE 101, WEST COVINA, CA 91790. This Business is conducted by: AN INDIVIDUAL. Signed: ELIZABETH MACPHERSON, OWNER. This statement was filed with the County Clerk of Los Angeles County on 05/28/2014. The registrant(s) has (have) commenced to transact business under the fictitious business name or names listed above on N/A. NOTICE- This Fictitious Name Statement expires five years from the date it was filed in the office of the County Clerk. A new Fictitious Business Name Statement must be filed prior to that date. Publish: Mountain Views News Dates Pub: June 07, 14, 21, 28, 2014: [6, 736, 133, 873]
- legal-notice: [138, 1016, 264, 1096]
- notice-heading: FICTITIOUS BUSINESS NAME STATEMENT File No. 2014 152303: [138, 922, 264, 937]
- legal-notice: [138, 535, 264, 630]
- legal-notice: [531, 109, 657, 182]
- legal-notice: [6, 1268, 133, 1363]
- legal-notice: [400, 346, 526, 412]
- notice-body: The following person(s) is (are) doing business as: TRENDZ, 1015 MAPLE AVE STE B, LA, CA 90015. Full name of registrant(s) is (are) JUAN C. RAMIREZ. This Business is conducted by: AN INDIVIDUAL. Signed: JUAN C. RAMIREZ. Publish: Mountain Views News Dates Pub: June 07, 14, 21, 28, 2014: [400, 361, 526, 412]
- notice-heading: FICTITIOUS BUSINESS NAME STATEMENT File No. 2014 148489: [138, 534, 264, 549]
- notice-heading: FICTITIOUS BUSINESS NAME STATEMENT File No. 2014 153780: [6, 526, 132, 541]
- footer-website[interactable]: Website: www.mtnviewsnews.com: [854, 1972, 1043, 1984]
- notice-heading: FILE NO. 2014 139706: [531, 188, 593, 196]
- legal-notice: [269, 727, 395, 786]
- legal-notice: [793, 60, 919, 103]
- notice-column: [266, 60, 397, 1958]
- notice-heading: FICTITIOUS BUSINESS NAME STATEMENT File No. 2014-146018: [531, 820, 657, 835]
